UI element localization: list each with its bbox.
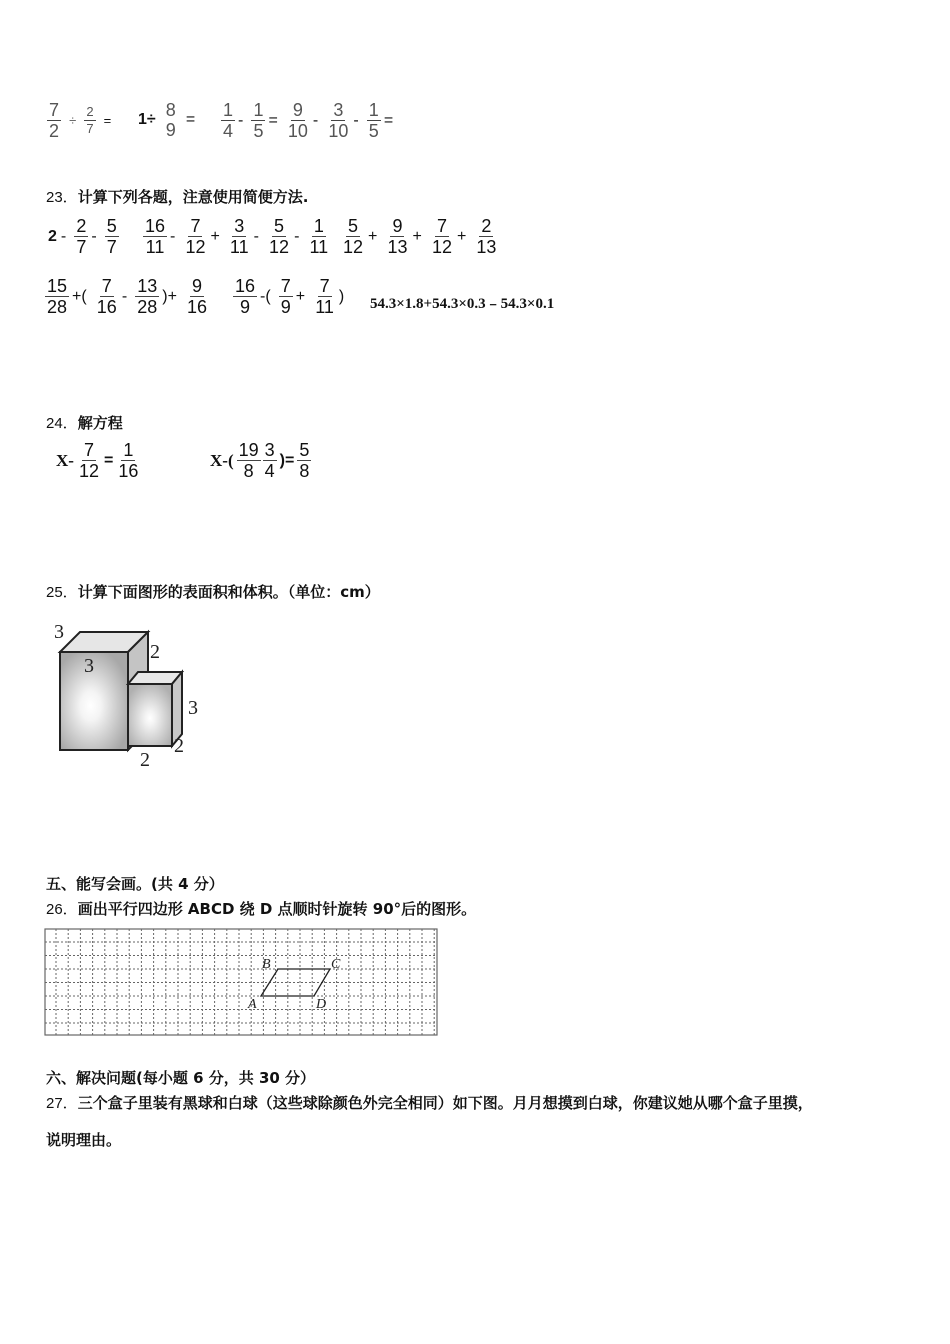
grid-lines — [45, 929, 437, 1035]
fraction: $\frac{7}{12}$ — [185, 216, 206, 257]
q23-expr-1: 2 - $\frac{2}{7}$ - $\frac{5}{7}$ — [48, 216, 117, 257]
parallelogram-abcd — [261, 969, 330, 996]
fraction: 8 9 — [165, 100, 176, 140]
row1-expr-1: $\frac{7}{2}$ ÷ $\frac{2}{7}$ = — [49, 100, 112, 141]
fraction: $\frac{7}{2}$ — [49, 100, 60, 141]
q23-expr-6: 54.3×1.8+54.3×0.3﹣54.3×0.1 — [370, 296, 555, 312]
question-23-title: 23．计算下列各题，注意使用简便方法. — [46, 188, 309, 206]
fraction: $\frac{1}{5}$ — [253, 100, 264, 141]
fraction: $\frac{3}{11}$ — [229, 216, 249, 257]
fraction: $\frac{1}{11}$ — [309, 216, 329, 257]
small-box-front — [128, 684, 172, 746]
edge-label: 3 — [54, 621, 64, 643]
fraction: $\frac{13}{28}$ — [137, 276, 158, 317]
fraction: $\frac{2}{7}$ — [86, 104, 94, 136]
fraction: $\frac{3}{10}$ — [328, 100, 349, 141]
q23-expr-5: $\frac{16}{9}$ -( $\frac{7}{9}$ + $\frac{7}{11}$ ) — [235, 276, 345, 317]
fraction: $\frac{3}{4}$ — [264, 440, 275, 481]
fraction: $\frac{19}{8}$ — [238, 440, 259, 481]
row1-expr-3: $\frac{1}{4}$ - $\frac{1}{5}$ = $\frac{9}{10}$ - $\frac{3}{10}$ - $\frac{1}{5}$ = — [223, 100, 394, 141]
q23-expr-4: $\frac{15}{28}$ +( $\frac{7}{16}$ - $\frac{13}{28}$ )+ $\frac{9}{16}$ — [47, 276, 208, 317]
edge-label: 3 — [188, 697, 198, 719]
fraction: $\frac{7}{12}$ — [78, 440, 99, 481]
point-label-c: C — [331, 957, 341, 972]
fraction: $\frac{1}{5}$ — [368, 100, 379, 141]
fraction: $\frac{16}{11}$ — [145, 216, 166, 257]
fraction: $\frac{5}{7}$ — [106, 216, 117, 257]
fraction: $\frac{9}{16}$ — [187, 276, 208, 317]
section-5-title: 五、能写会画。(共 4 分） — [46, 875, 224, 893]
fraction: $\frac{7}{9}$ — [280, 276, 291, 317]
fraction: $\frac{5}{8}$ — [299, 440, 310, 481]
question-27-line-2: 说明理由。 — [46, 1131, 122, 1149]
q23-expr-2: $\frac{16}{11}$ - $\frac{7}{12}$ + $\frac{3}{11}$ - $\frac{5}{12}$ - $\frac{1}{11}$ — [145, 216, 329, 257]
fraction: $\frac{7}{12}$ — [431, 216, 452, 257]
fraction: $\frac{2}{7}$ — [76, 216, 87, 257]
fraction: $\frac{9}{13}$ — [387, 216, 408, 257]
fraction: $\frac{7}{16}$ — [96, 276, 117, 317]
edge-label: 2 — [174, 735, 184, 757]
fraction: $\frac{16}{9}$ — [235, 276, 256, 317]
fraction: $\frac{15}{28}$ — [47, 276, 68, 317]
section-6-title: 六、解决问题(每小题 6 分，共 30 分） — [46, 1069, 316, 1087]
point-label-b: B — [262, 957, 271, 972]
q23-expr-3: $\frac{5}{12}$ + $\frac{9}{13}$ + $\frac{7}{12}$ + $\frac{2}{13}$ — [343, 216, 497, 257]
row1-expr-2: 1÷ 8 9 = — [138, 100, 196, 140]
big-cube-front — [60, 652, 128, 750]
equation-2: X-( $\frac{19}{8}$ $\frac{3}{4}$ )= $\frac{5}{8}$ — [210, 440, 310, 481]
fraction: $\frac{5}{12}$ — [343, 216, 364, 257]
fraction: $\frac{1}{4}$ — [223, 100, 234, 141]
question-26-title: 26．画出平行四边形 ABCD 绕 D 点顺时针旋转 90°后的图形。 — [46, 900, 477, 918]
fraction: $\frac{1}{16}$ — [118, 440, 139, 481]
question-24-title: 24．解方程 — [46, 414, 123, 432]
point-label-a: A — [248, 997, 257, 1012]
cuboid-figure — [44, 618, 224, 770]
grid-figure — [44, 928, 440, 1038]
fraction: $\frac{9}{10}$ — [287, 100, 308, 141]
edge-label: 2 — [150, 641, 160, 663]
edge-label: 2 — [140, 749, 150, 770]
fraction: $\frac{2}{13}$ — [476, 216, 497, 257]
question-27-line-1: 27．三个盒子里装有黑球和白球（这些球除颜色外完全相同）如下图。月月想摸到白球，你建议她从哪个盒子里摸， — [46, 1094, 813, 1112]
fraction: $\frac{5}{12}$ — [269, 216, 290, 257]
question-25-title: 25．计算下面图形的表面积和体积。（单位：cm） — [46, 583, 380, 601]
fraction: $\frac{7}{11}$ — [315, 276, 334, 317]
point-label-d: D — [316, 997, 327, 1012]
edge-label: 3 — [84, 655, 94, 677]
equation-1: X- $\frac{7}{12}$ = $\frac{1}{16}$ — [56, 440, 139, 481]
